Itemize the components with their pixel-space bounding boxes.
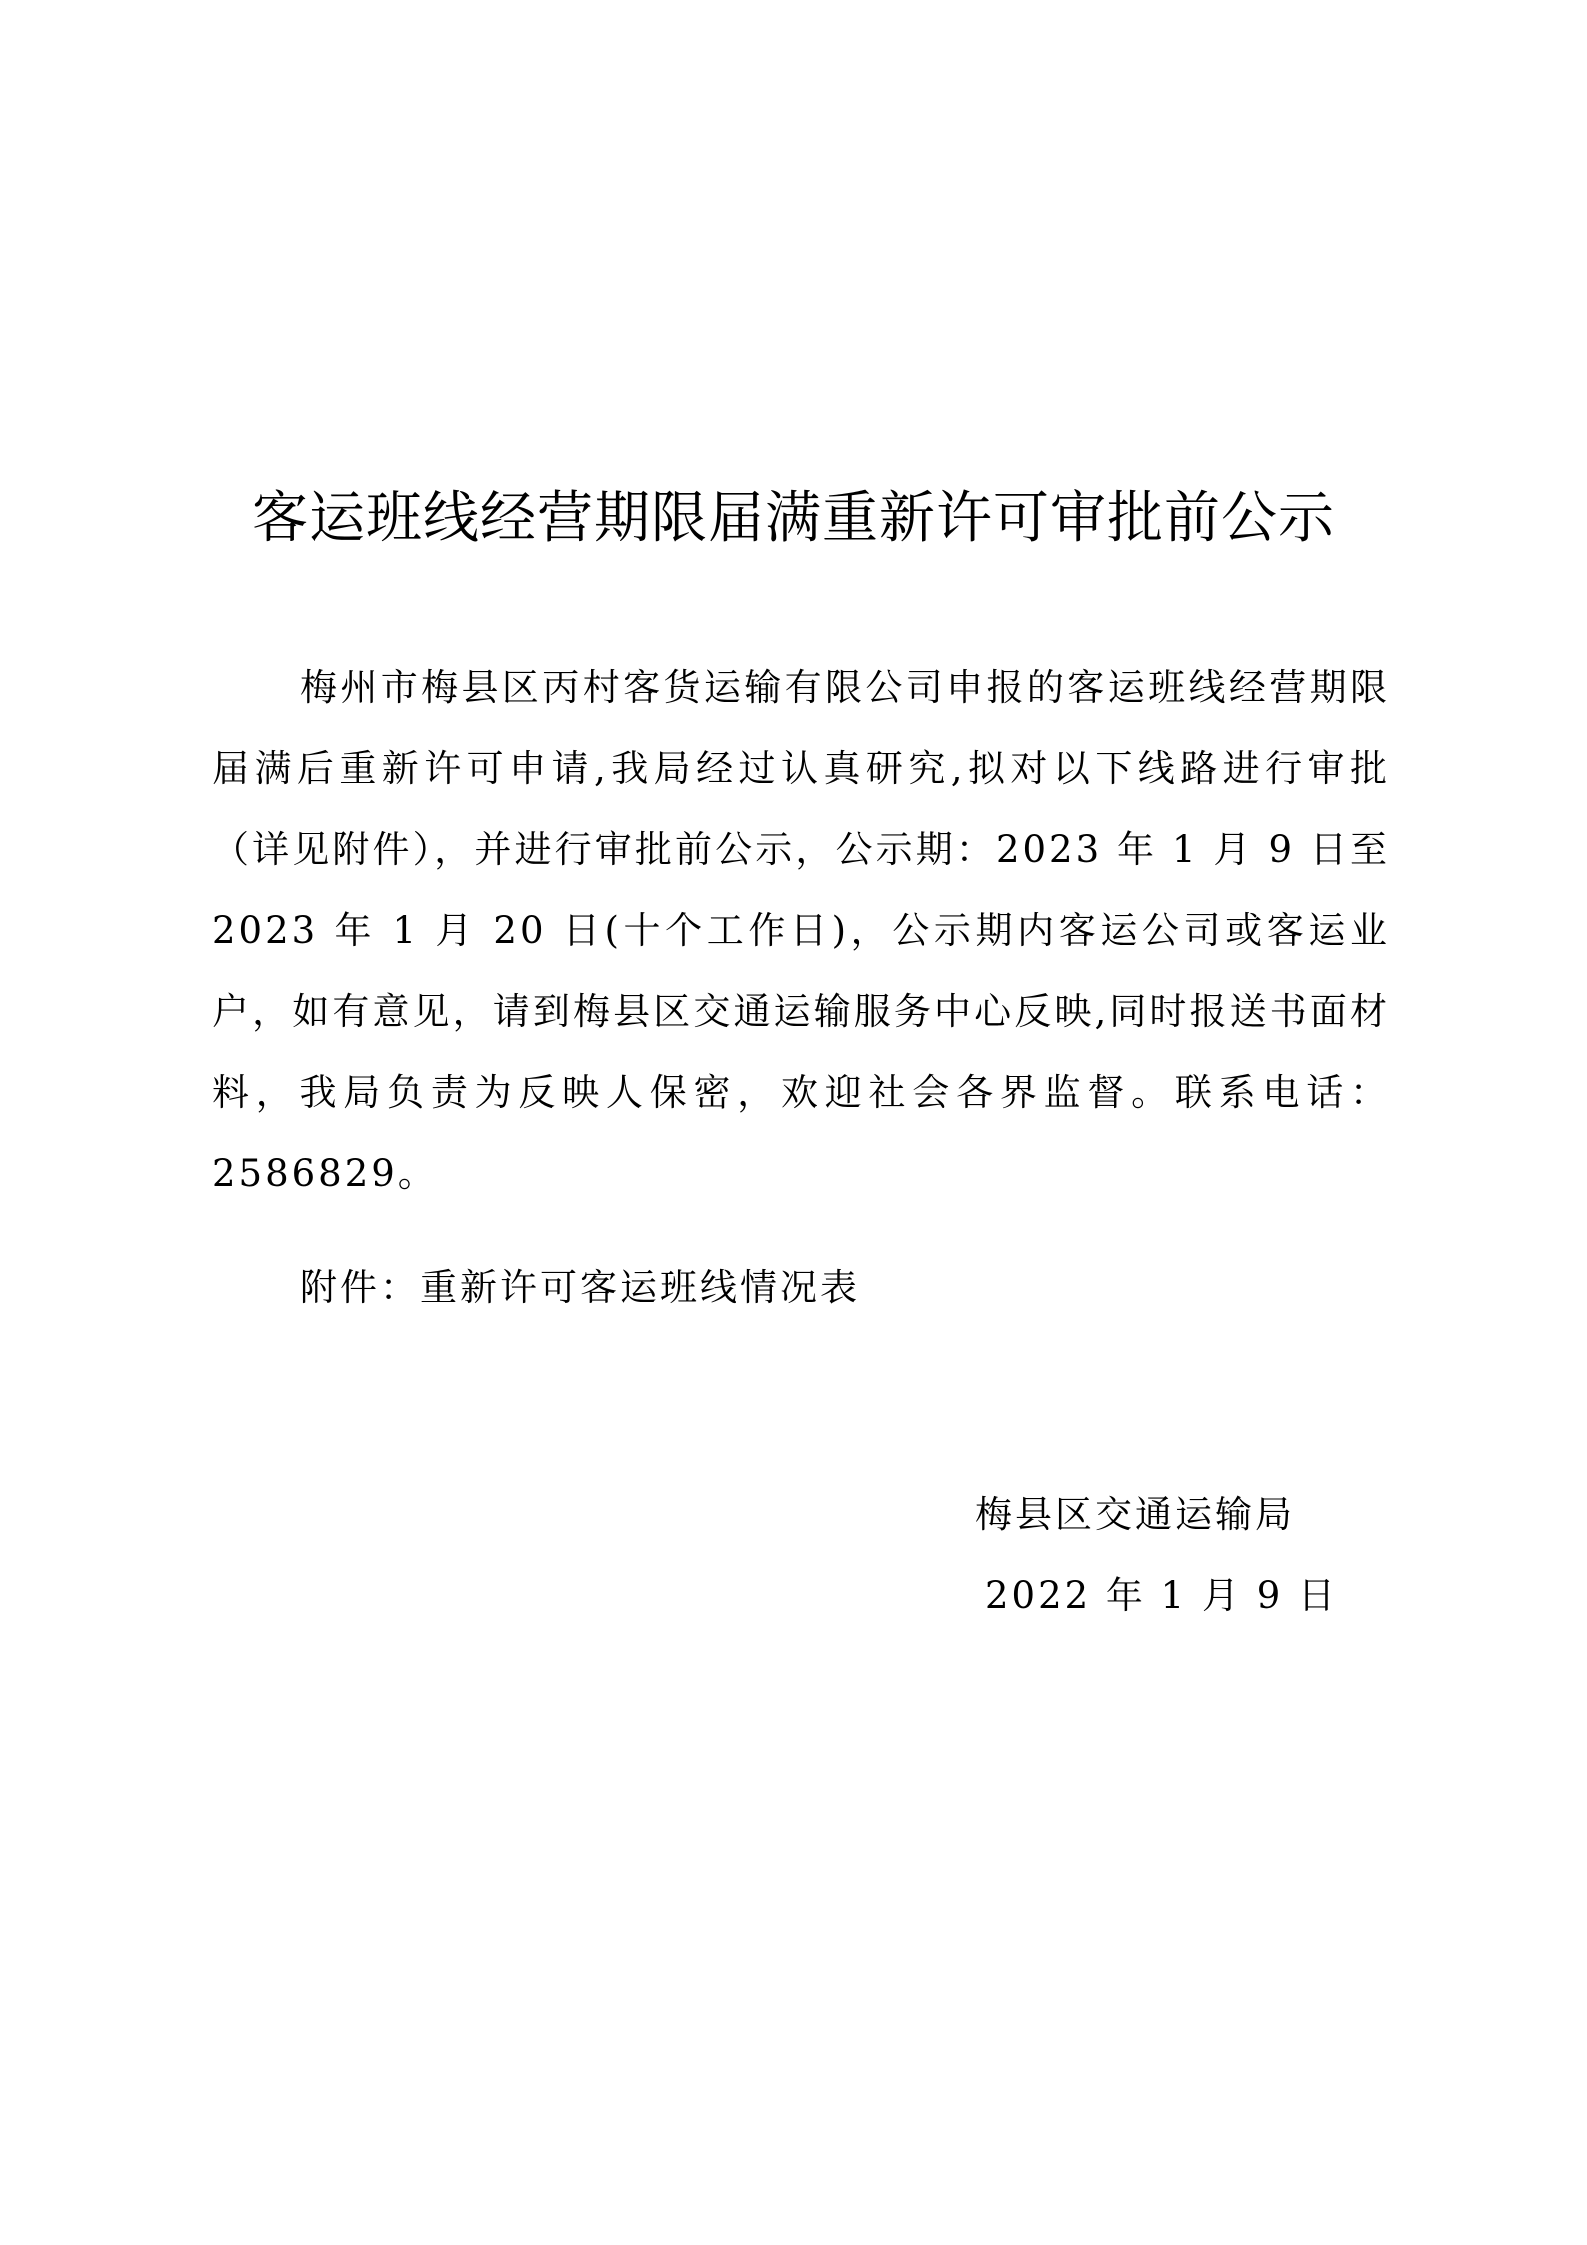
document-title: 客运班线经营期限届满重新许可审批前公示 bbox=[252, 486, 1335, 551]
signature-block bbox=[975, 1474, 1375, 1636]
attachment-line: 附件：重新许可客运班线情况表 bbox=[300, 1266, 860, 1309]
notice-body: 梅州市梅县区丙村客货运输有限公司申报的客运班线经营期限届满后重新许可申请,我局经过认真研究,拟对以下线路进行审批（详见附件），并进行审批前公示，公示期：2023 年 1 月 9 日至 2023 年 1 月 20 日(十个工作日)，公示期内客运公司或客运业户，如有意见，请到梅县区交通运输服务中心反映,同时报送书面材料，我局负责为反映人保密，欢迎社会各界监督。联系电话：2586829。 bbox=[212, 666, 1390, 1195]
issuing-organization: 梅县区交通运输局 bbox=[975, 1493, 1295, 1536]
issue-date: 2022 年 1 月 9 日 bbox=[985, 1574, 1339, 1617]
